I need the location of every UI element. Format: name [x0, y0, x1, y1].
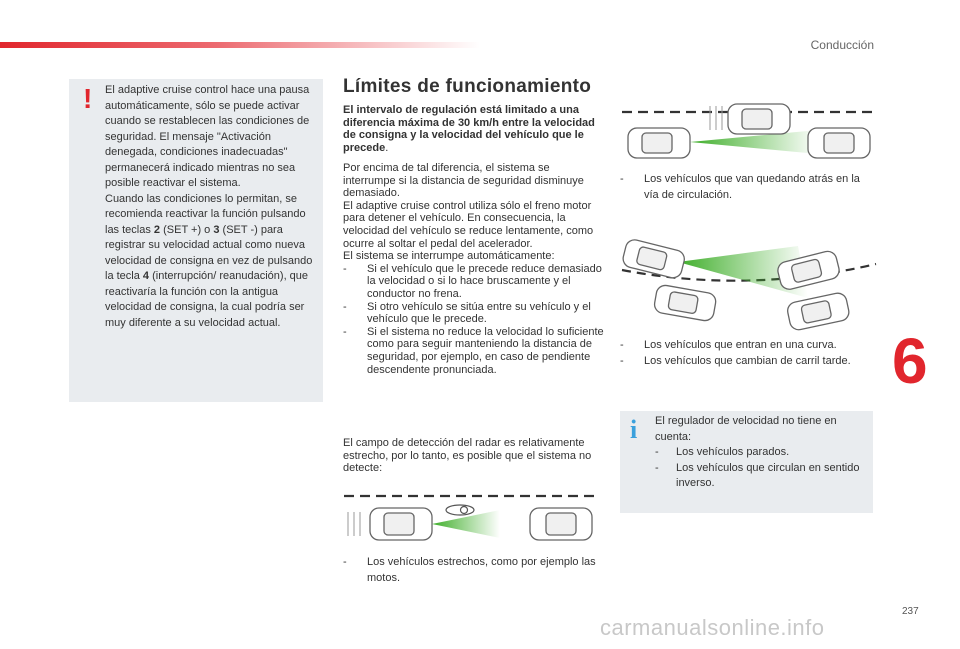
paragraph-3: El sistema se interrumpe automáticamente: — [343, 250, 555, 263]
page-title: Límites de funcionamiento — [343, 76, 592, 97]
paragraph-1: Por encima de tal diferencia, el sistema se interrumpe si la distancia de seguridad disminuye demasiado. — [343, 162, 584, 200]
section-title: Conducción — [810, 38, 874, 52]
lagging-vehicle-illustration — [618, 100, 878, 162]
radar-text: El campo de detección del radar es relativamente estrecho, por lo tanto, es posible que el sistema no detecte: — [343, 437, 592, 475]
watermark: carmanualsonline.info — [600, 615, 825, 640]
stop-cases-list — [343, 263, 605, 376]
info-box — [620, 411, 873, 513]
info-icon: i — [630, 415, 638, 444]
warning-paragraph-2d: (interrupción/ reanudación), que reactivaría la función con la antigua velocidad de consigna, la cual podría ser muy diferente a su velocidad actual. — [105, 270, 309, 329]
warning-paragraph-2a: Cuando las condiciones lo permitan, se recomienda reactivar la función pulsando las teclas — [105, 192, 306, 236]
warning-paragraph-1: El adaptive cruise control hace una pausa automáticamente, sólo se puede activar cuando se restablecen las condiciones de seguridad. El mensaje "Activación denegada, condiciones inadecuadas" permanecerá indicado mientras no sea posible reactivar el sistema. — [105, 84, 310, 189]
list-item: - Si otro vehículo se sitúa entre su vehículo y el vehículo que le precede. — [343, 301, 605, 326]
key-2: 2 — [153, 223, 161, 236]
warning-text — [105, 83, 319, 331]
warning-box — [69, 79, 323, 402]
motorcycle-illustration — [340, 486, 602, 546]
curve-list — [620, 338, 870, 369]
info-text — [655, 414, 865, 492]
paragraph-2: El adaptive cruise control utiliza sólo el freno motor para detener el vehículo. En consecuencia, la velocidad del vehículo se reduce lentamente, como ocurre al soltar el pedal del acelerador. — [343, 199, 594, 250]
warning-paragraph-2c: (SET -) para registrar su velocidad actual como nueva velocidad de consigna en vez de pulsando la tecla — [105, 223, 313, 282]
header-accent-bar — [0, 42, 480, 48]
list-item: - Los vehículos que cambian de carril tarde. — [620, 354, 870, 370]
lagging-list — [620, 172, 870, 203]
curve-text — [620, 338, 870, 369]
motorcycle-icon — [446, 505, 474, 515]
car-icon — [621, 238, 850, 331]
warning-paragraph-2b: (SET +) o — [160, 223, 214, 236]
car-icon — [370, 508, 432, 540]
narrow-list — [343, 555, 605, 586]
list-item: - Los vehículos que van quedando atrás en la vía de circulación. — [620, 172, 870, 203]
intro-bold: El intervalo de regulación está limitado a una diferencia máxima de 30 km/h entre la velocidad de consigna y la velocidad del vehículo que le precede — [343, 104, 595, 154]
list-item: - Los vehículos estrechos, como por ejemplo las motos. — [343, 555, 605, 586]
narrow-vehicles-text — [343, 555, 605, 586]
list-item: - Los vehículos que circulan en sentido inverso. — [655, 461, 865, 492]
car-icon — [530, 508, 592, 540]
page-number: 237 — [902, 606, 919, 617]
chapter-number: 6 — [892, 325, 928, 397]
intro-bold-text — [343, 104, 605, 154]
curve-illustration — [618, 232, 880, 332]
list-item: - Los vehículos que entran en una curva. — [620, 338, 870, 354]
body-text — [343, 162, 605, 376]
list-item: - Los vehículos parados. — [655, 445, 865, 461]
list-item: - Si el vehículo que le precede reduce demasiado la velocidad o si lo hace bruscamente y el conductor no frena. — [343, 263, 605, 301]
list-item: - Si el sistema no reduce la velocidad lo suficiente como para seguir manteniendo la distancia de seguridad, por ejemplo, en caso de pendiente descendente pronunciada. — [343, 326, 605, 376]
key-4: 4 — [142, 270, 150, 282]
exclamation-icon: ! — [83, 83, 93, 114]
intro-end: . — [385, 141, 389, 154]
lagging-text — [620, 172, 870, 203]
key-3: 3 — [213, 223, 220, 236]
info-intro: El regulador de velocidad no tiene en cuenta: — [655, 415, 837, 443]
info-list — [655, 445, 865, 492]
